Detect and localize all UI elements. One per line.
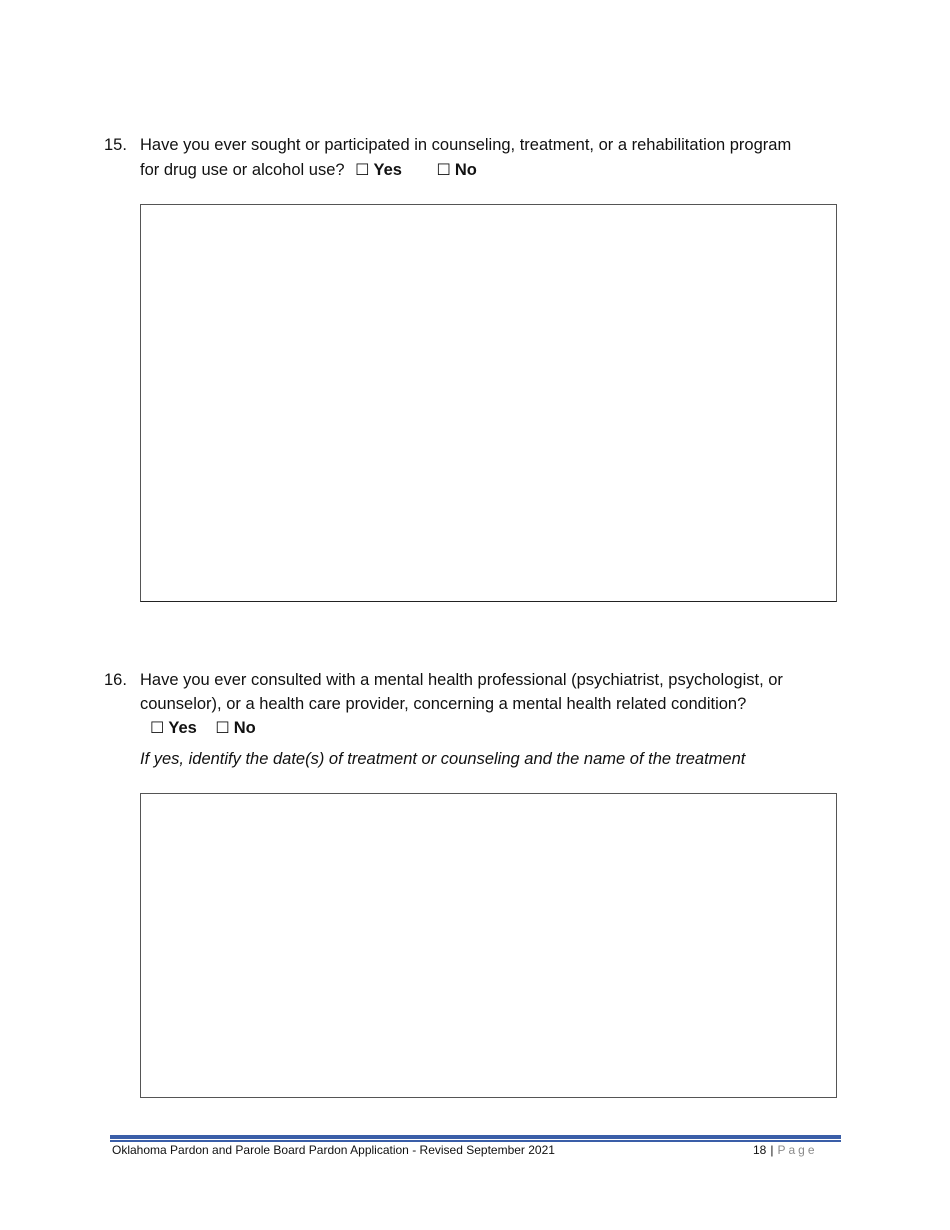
no-label: No [233, 719, 256, 737]
question-16 [104, 669, 844, 771]
checkbox-icon: ☐ [436, 159, 451, 179]
page-number-value: 18 [753, 1143, 767, 1157]
no-checkbox[interactable] [437, 158, 477, 183]
question-text [140, 669, 844, 716]
checkbox-icon: ☐ [355, 159, 370, 179]
page-number [753, 1143, 818, 1157]
instruction-text: If yes, identify the date(s) of treatment or counseling and the name of the treatment [140, 749, 746, 768]
question-text-line: Have you ever sought or participated in counseling, treatment, or a rehabilitation program [140, 136, 792, 154]
answer-box-16[interactable] [140, 793, 837, 1098]
yes-checkbox[interactable] [150, 716, 197, 741]
question-number: 15. [104, 136, 127, 154]
footer-rule-thin [110, 1140, 841, 1142]
yes-checkbox[interactable] [355, 158, 402, 183]
checkbox-icon: ☐ [150, 718, 165, 737]
page-word: Page [777, 1143, 818, 1157]
question-text-line: for drug use or alcohol use? [140, 160, 345, 179]
yes-no-row [144, 716, 844, 741]
yes-label: Yes [168, 719, 197, 737]
page-separator: | [770, 1143, 774, 1157]
question-number: 16. [104, 671, 127, 689]
question-text-line: counselor), or a health care provider, concerning a mental health related condition? [140, 694, 747, 713]
question-text-line: Have you ever consulted with a mental health professional (psychiatrist, psychologist, or [140, 671, 783, 689]
yes-label: Yes [373, 160, 402, 179]
no-checkbox[interactable] [215, 716, 255, 741]
question-15 [104, 134, 844, 182]
answer-box-15[interactable] [140, 204, 837, 602]
checkbox-icon: ☐ [215, 718, 230, 737]
footer-rule [110, 1135, 841, 1139]
no-label: No [454, 160, 477, 179]
question-text [140, 134, 844, 182]
footer-title: Oklahoma Pardon and Parole Board Pardon Application - Revised September 2021 [112, 1143, 555, 1157]
